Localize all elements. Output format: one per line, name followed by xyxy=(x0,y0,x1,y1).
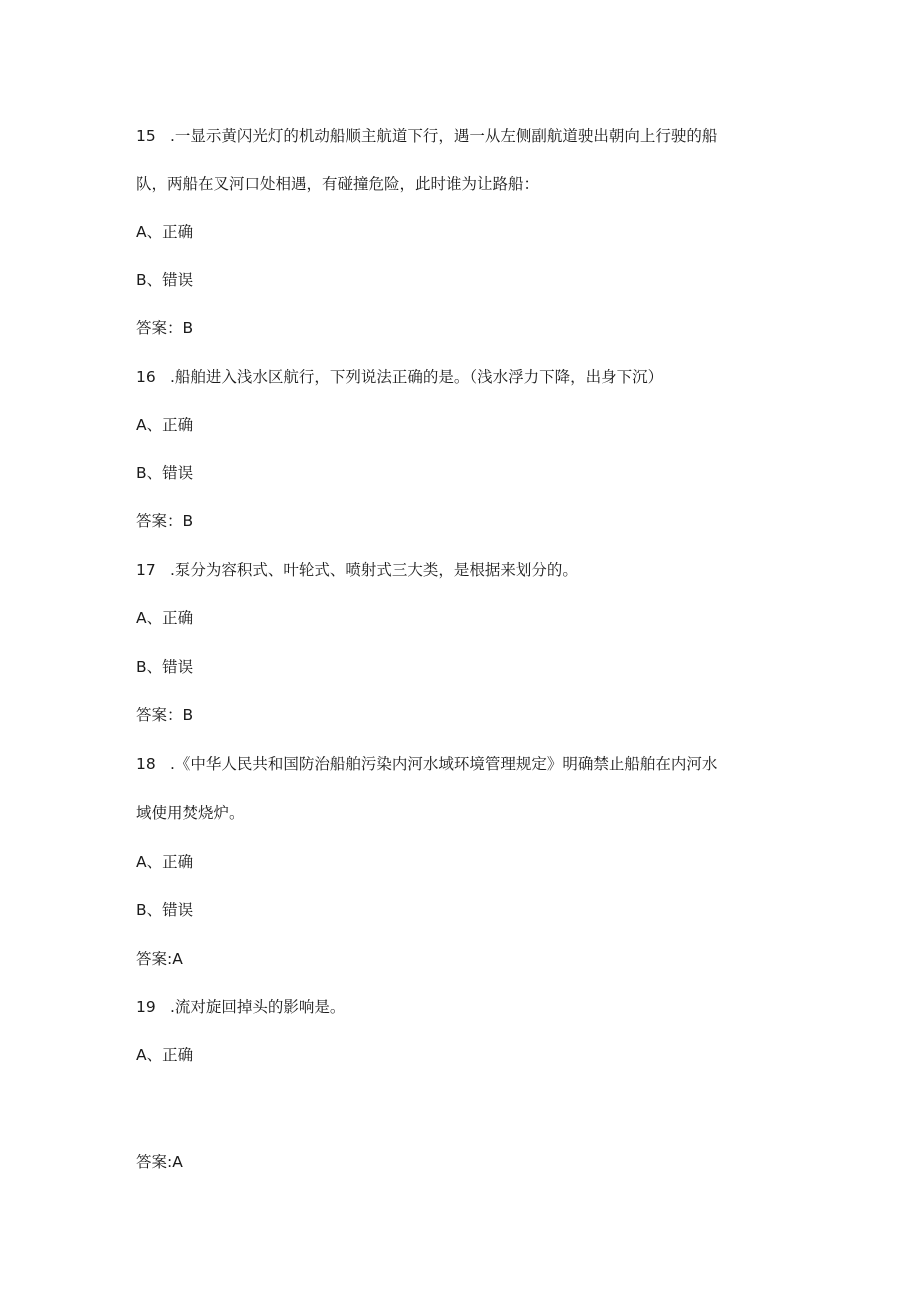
question-15-line-1 xyxy=(136,126,717,146)
question-15-option-a: A、正确 xyxy=(136,223,194,241)
question-16-answer: 答案：B xyxy=(136,512,194,530)
question-15-answer: 答案：B xyxy=(136,319,194,337)
question-number: 16 xyxy=(136,368,156,386)
question-number: 15 xyxy=(136,127,156,145)
question-17-answer: 答案：B xyxy=(136,706,194,724)
question-18-line-2: 域使用焚烧炉。 xyxy=(136,804,245,822)
question-text: .《中华人民共和国防治船舶污染内河水域环境管理规定》明确禁止船舶在内河水 xyxy=(170,755,718,773)
question-19-answer: 答案:A xyxy=(136,1153,183,1171)
question-17-option-b: B、错误 xyxy=(136,658,194,676)
question-17-line-1 xyxy=(136,560,578,580)
question-text: .泵分为容积式、叶轮式、喷射式三大类，是根据来划分的。 xyxy=(170,561,578,579)
question-18-option-a: A、正确 xyxy=(136,853,194,871)
question-number: 19 xyxy=(136,998,156,1016)
question-number: 17 xyxy=(136,561,156,579)
question-18-option-b: B、错误 xyxy=(136,901,194,919)
question-15-option-b: B、错误 xyxy=(136,271,194,289)
question-16-option-a: A、正确 xyxy=(136,416,194,434)
question-number: 18 xyxy=(136,755,156,773)
question-16-option-b: B、错误 xyxy=(136,464,194,482)
question-text: .流对旋回掉头的影响是。 xyxy=(170,998,346,1016)
question-19-option-a: A、正确 xyxy=(136,1046,194,1064)
question-text: .船舶进入浅水区航行，下列说法正确的是。（浅水浮力下降，出身下沉） xyxy=(170,368,664,386)
question-19-line-1 xyxy=(136,997,345,1017)
question-18-line-1 xyxy=(136,754,717,774)
question-18-answer: 答案:A xyxy=(136,950,183,968)
question-text: .一显示黄闪光灯的机动船顺主航道下行，遇一从左侧副航道驶出朝向上行驶的船 xyxy=(170,127,718,145)
question-16-line-1 xyxy=(136,367,663,387)
question-17-option-a: A、正确 xyxy=(136,609,194,627)
question-15-line-2: 队，两船在叉河口处相遇，有碰撞危险，此时谁为让路船： xyxy=(136,175,540,193)
